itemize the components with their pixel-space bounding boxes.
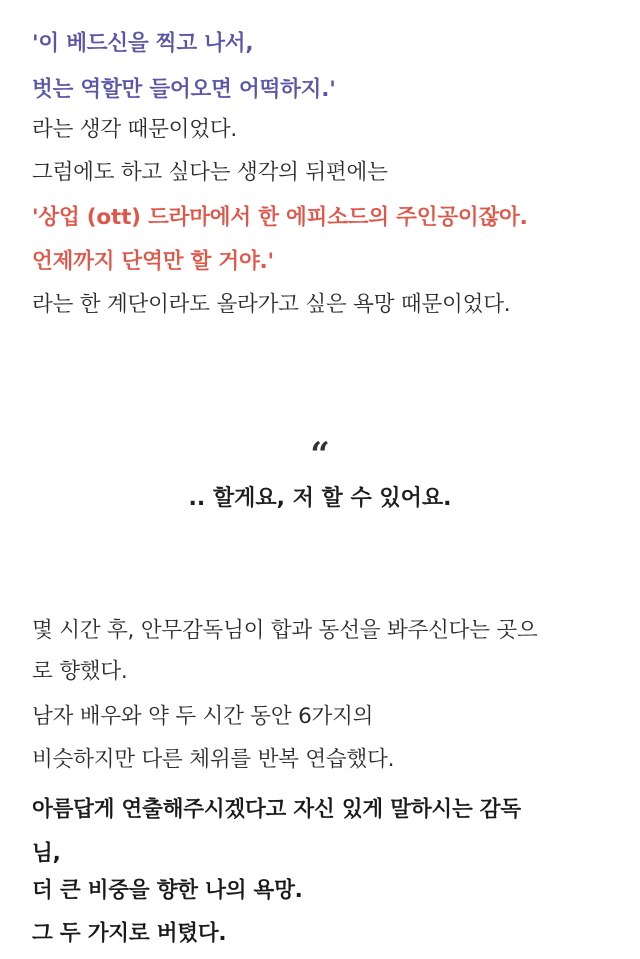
body-line: 로 향했다. bbox=[32, 659, 128, 684]
body-line: 라는 생각 때문이었다. bbox=[32, 117, 238, 142]
body-line: 그럼에도 하고 싶다는 생각의 뒤편에는 bbox=[32, 160, 388, 185]
emphasis-line: 그 두 가지로 버텼다. bbox=[32, 921, 227, 946]
body-line: 남자 배우와 약 두 시간 동안 6가지의 bbox=[32, 704, 374, 729]
body-line: 라는 한 계단이라도 올라가고 싶은 욕망 때문이었다. bbox=[32, 292, 511, 317]
quote-line-red-2: 언제까지 단역만 할 거야.' bbox=[32, 249, 274, 274]
emphasis-line: 더 큰 비중을 향한 나의 욕망. bbox=[32, 878, 303, 903]
pull-quote: .. 할게요, 저 할 수 있어요. bbox=[188, 486, 452, 511]
quote-line-purple-2: 벗는 역할만 들어오면 어떡하지.' bbox=[32, 77, 336, 102]
quote-line-red-1: '상업 (ott) 드라마에서 한 에피소드의 주인공이잖아. bbox=[32, 205, 528, 230]
body-line: 몇 시간 후, 안무감독님이 합과 동선을 봐주신다는 곳으 bbox=[32, 618, 538, 643]
emphasis-line: 아름답게 연출해주시겠다고 자신 있게 말하시는 감독 bbox=[32, 797, 521, 822]
quote-mark-icon: “ bbox=[310, 435, 330, 475]
quote-line-purple-1: '이 베드신을 찍고 나서, bbox=[32, 31, 254, 56]
emphasis-line: 님, bbox=[32, 841, 61, 866]
body-line: 비슷하지만 다른 체위를 반복 연습했다. bbox=[32, 747, 395, 772]
